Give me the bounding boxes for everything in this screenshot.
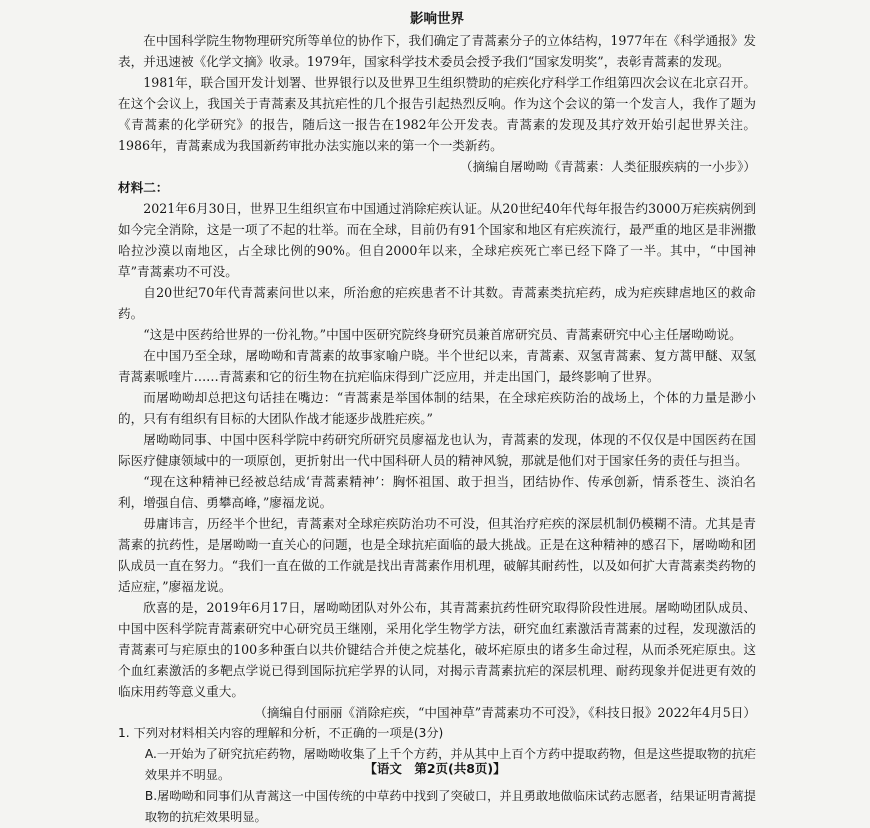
material-two-source: （摘编自付丽丽《消除疟疾，“中国神草”青蒿素功不可没》，《科技日报》2022年4月5日） [254,705,756,720]
material-one-source: （摘编自屠呦呦《青蒿素：人类征服疾病的一小步》） [460,159,756,174]
material-two-paragraph: “现在这种精神已经被总结成‘青蒿素精神’：胸怀祖国、敢于担当，团结协作、传承创新，情系苍生、淡泊名利，增强自信、勇攀高峰，”廖福龙说。 [118,474,756,510]
material-two-paragraph: 欣喜的是，2019年6月17日，屠呦呦团队对外公布，其青蒿素抗药性研究取得阶段性进展。屠呦呦团队成员、中国中医科学院青蒿素研究中心研究员王继刚，采用化学生物学方法，研究血红素激活青蒿素的过程，发现激活的青蒿素可与疟原虫的100多种蛋白以共价键结合并使之烷基化，破坏疟原虫的诸多生命过程，从而杀死疟原虫。这个血红素激活的多靶点学说已得到国际抗疟学界的认同，对揭示青蒿素抗疟的深层机理、耐药现象并促进更有效的临床用药等意义重大。 [118,600,756,699]
material-two-paragraph: 而屠呦呦却总把这句话挂在嘴边：“青蒿素是举国体制的结果，在全球疟疾防治的战场上，个体的力量是渺小的，只有有组织有目标的大团队作战才能逐步战胜疟疾。” [118,390,756,426]
material-two-paragraph: 屠呦呦同事、中国中医科学院中药研究所研究员廖福龙也认为，青蒿素的发现，体现的不仅仅是中国医药在国际医疗健康领域中的一项原创，更折射出一代中国科研人员的精神风貌，那就是他们对于国家任务的责任与担当。 [118,432,756,468]
option-letter: B. [144,789,158,803]
material-two-paragraph: 在中国乃至全球，屠呦呦和青蒿素的故事家喻户晓。半个世纪以来，青蒿素、双氢青蒿素、复方蒿甲醚、双氢青蒿素哌喹片……青蒿素和它的衍生物在抗疟临床得到广泛应用，并走出国门，最终影响了世界。 [118,348,756,384]
material-two-paragraph: 2021年6月30日，世界卫生组织宣布中国通过消除疟疾认证。从20世纪40年代每年报告约3000万疟疾病例到如今完全消除，这是一项了不起的壮举。而在全球，目前仍有91个国家和地区有疟疾流行，最严重的地区是非洲撒哈拉沙漠以南地区，占全球比例的90%。但自2000年以来，全球疟疾死亡率已经下降了一半。其中，“中国神草”青蒿素功不可没。 [118,201,756,279]
option-text: 屠呦呦和同事们从青蒿这一中国传统的中草药中找到了突破口，并且勇敢地做临床试药志愿者，结果证明青蒿提取物的抗疟效果明显。 [144,789,756,824]
passage-title: 影响世界 [410,11,464,27]
material-two-paragraph: 自20世纪70年代青蒿素问世以来，所治愈的疟疾患者不计其数。青蒿素类抗疟药，成为疟疾肆虐地区的救命药。 [118,285,756,321]
page-footer: 【语文 第2页(共8页)】 [364,761,506,776]
option-b[interactable] [118,786,756,828]
material-one-paragraph: 在中国科学院生物物理研究所等单位的协作下，我们确定了青蒿素分子的立体结构，1977年在《科学通报》发表，并迅速被《化学文摘》收录。1979年，国家科学技术委员会授予我们“国家发明奖”，表彰青蒿素的发现。 [118,33,756,69]
material-two-paragraph: 毋庸讳言，历经半个世纪，青蒿素对全球疟疾防治功不可没，但其治疗疟疾的深层机制仍模糊不清。尤其是青蒿素的抗药性，是屠呦呦一直关心的问题，也是全球抗疟面临的最大挑战。正是在这种精神的感召下，屠呦呦和团队成员一直在努力。“我们一直在做的工作就是找出青蒿素作用机理，破解其耐药性，以及如何扩大青蒿素类药物的适应症，”廖福龙说。 [118,516,756,594]
material-one-paragraph: 1981年，联合国开发计划署、世界银行以及世界卫生组织赞助的疟疾化疗科学工作组第四次会议在北京召开。在这个会议上，我国关于青蒿素及其抗疟性的几个报告引起热烈反响。作为这个会议的第一个发言人，我作了题为《青蒿素的化学研究》的报告，随后这一报告在1982年公开发表。青蒿素的发现及其疗效开始引起世界关注。1986年，青蒿素成为我国新药审批办法实施以来的第一个一类新药。 [118,75,756,153]
material-two-paragraph: “这是中医药给世界的一份礼物。”中国中医研究院终身研究员兼首席研究员、青蒿素研究中心主任屠呦呦说。 [143,327,742,342]
material-two-label: 材料二： [118,180,169,195]
option-letter: A. [144,747,157,761]
question-stem: 1. 下列对材料相关内容的理解和分析，不正确的一项是(3分) [118,726,444,740]
option-text: 一开始为了研究抗疟药物，屠呦呦收集了上千个方药，并从其中上百个方药中提取药物，但是这些提取物的抗疟效果并不明显。 [144,747,756,782]
